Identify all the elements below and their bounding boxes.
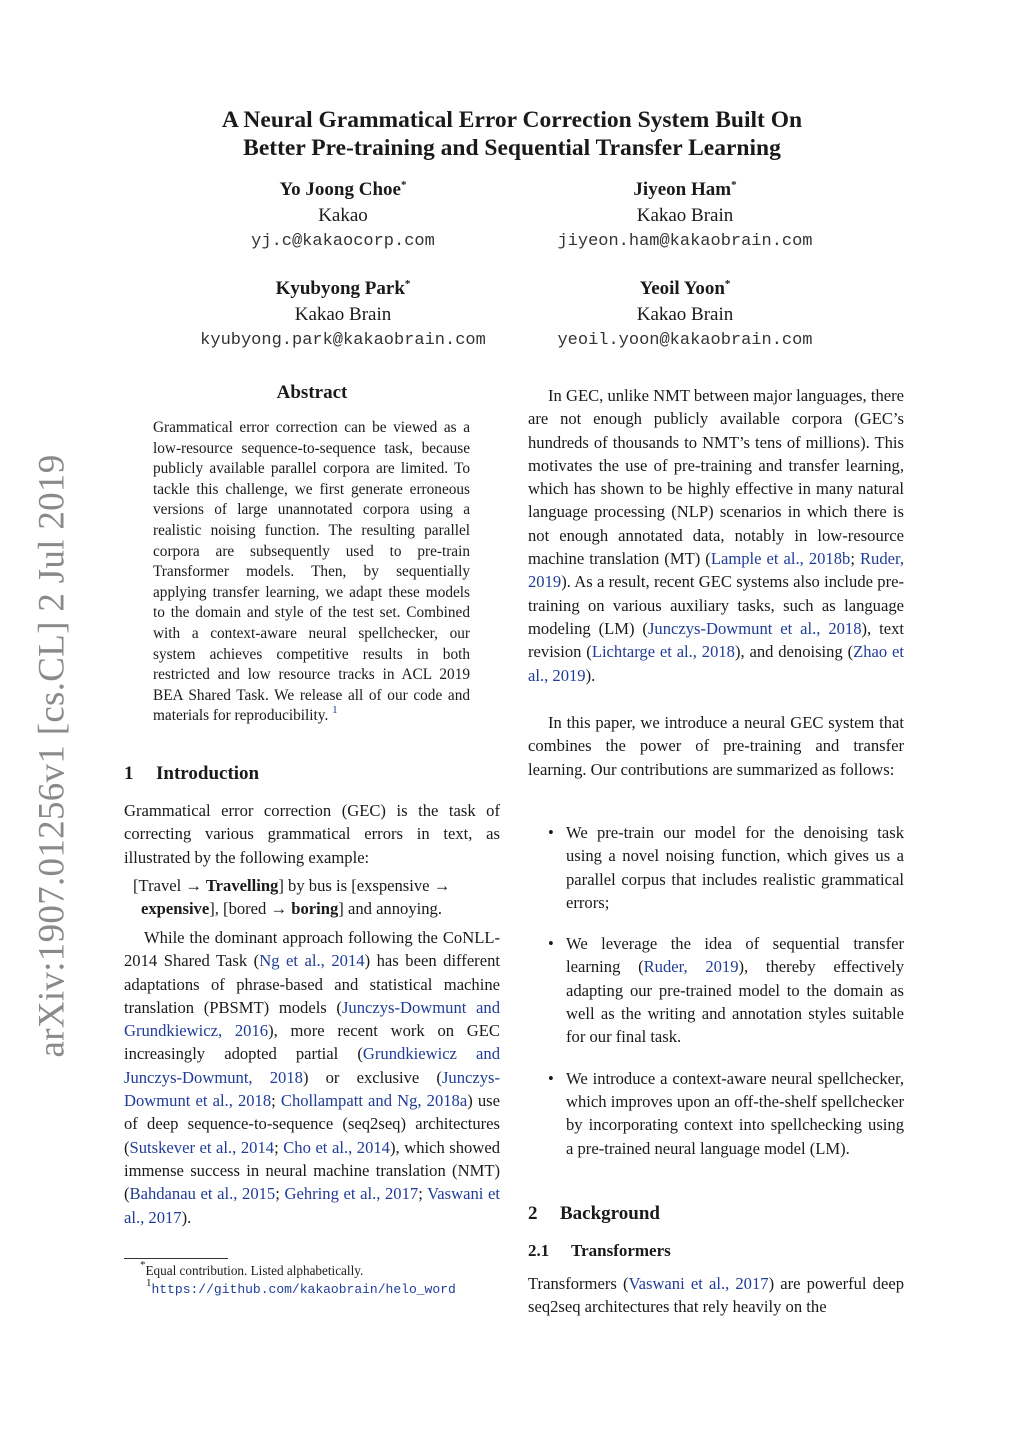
- citation-link[interactable]: Grundkiewicz and Junczys-Dowmunt, 2018: [124, 1044, 501, 1087]
- citation-link[interactable]: Sutskever et al., 2014: [129, 1137, 275, 1157]
- author-affiliation: Kakao Brain: [294, 304, 392, 325]
- section-heading-background: 2 Background: [528, 1203, 660, 1224]
- author-email[interactable]: yj.c@kakaocorp.com: [251, 232, 435, 251]
- list-item: • We leverage the idea of sequential transfer learning (Ruder, 2019), thereby effectively adapting our pre-trained model to the domain as well as the writing and annotation styles suitable for our final task.: [548, 934, 904, 1047]
- footnote-2: $^1$https://github.com/kakaobrain/helo_word: [146, 1277, 456, 1297]
- intro-paragraph-4: In this paper, we introduce a neural GEC system that combines the power of pre-training and transfer learning. Our contributions are summarized as follows:: [528, 713, 904, 779]
- citation-link[interactable]: Vaswani et al., 2017: [628, 1274, 769, 1293]
- repo-url-link[interactable]: https://github.com/kakaobrain/helo_word: [151, 1282, 456, 1297]
- intro-paragraph-1: Grammatical error correction (GEC) is the task of correcting various grammatical errors in text, as illustrated by the following example:: [124, 801, 500, 867]
- citation-link[interactable]: Lample et al., 2018b: [710, 549, 851, 569]
- author-email[interactable]: jiyeon.ham@kakaobrain.com: [557, 232, 813, 251]
- author-block: [178, 276, 508, 354]
- citation-link[interactable]: Cho et al., 2014: [283, 1137, 390, 1157]
- citation-link[interactable]: Bahdanau et al., 2015: [129, 1184, 276, 1204]
- footnotes: [124, 1259, 500, 1299]
- citation-link[interactable]: Gehring et al., 2017: [284, 1184, 419, 1204]
- intro-paragraph-2: While the dominant approach following the CoNLL-2014 Shared Task (Ng et al., 2014) has been different adaptations of phrase-based and statistical machine translation (PBSMT) models (Junczys-Dowmunt and Grundkiewicz, 2016), more recent work on GEC increasingly adopted partial (Grundkiewicz and Junczys-Dowmunt, 2018) or exclusive (Junczys-Dowmunt et al., 2018; Chollampatt and Ng, 2018a) use of deep sequence-to-sequence (seq2seq) architectures (Sutskever et al., 2014; Cho et al., 2014), which showed immense success in neural machine translation (NMT) (Bahdanau et al., 2015; Gehring et al., 2017; Vaswani et al., 2017).: [124, 928, 501, 1227]
- citation-link[interactable]: Vaswani et al., 2017: [124, 1184, 500, 1227]
- author-block: [520, 177, 850, 255]
- subsection-heading-transformers: 2.1 Transformers: [528, 1241, 671, 1260]
- title-line-1: A Neural Grammatical Error Correction System Built On: [221, 107, 803, 133]
- contributions-list: [528, 821, 904, 1178]
- author-affiliation: Kakao Brain: [636, 205, 734, 226]
- author-email[interactable]: yeoil.yoon@kakaobrain.com: [557, 331, 813, 350]
- bullet-icon: •: [548, 1068, 554, 1088]
- author-block: [178, 177, 508, 255]
- citation-link[interactable]: Ruder, 2019: [643, 957, 739, 977]
- author-affiliation: Kakao Brain: [636, 304, 734, 325]
- intro-paragraph-3: In GEC, unlike NMT between major languages, there are not enough publicly available corpora (GEC’s hundreds of thousands to NMT’s tens of millions). This motivates the use of pre-training and transfer learning, which has shown to be highly effective in many natural language processing (NLP) scenarios in which there is not enough annotated data, notably in low-resource machine translation (MT) (Lample et al., 2018b; Ruder, 2019). As a result, recent GEC systems also include pre-training on various auxiliary tasks, such as language modeling (LM) (Junczys-Dowmunt et al., 2018), text revision (Lichtarge et al., 2018), and denoising (Zhao et al., 2019).: [528, 386, 904, 685]
- citation-link[interactable]: Junczys-Dowmunt and Grundkiewicz, 2016: [124, 997, 501, 1041]
- citation-link[interactable]: Ruder, 2019: [528, 549, 904, 592]
- background-paragraph-1: Transformers (Vaswani et al., 2017) are powerful deep seq2seq architectures that rely heavily on the: [528, 1274, 905, 1317]
- author-email[interactable]: kyubyong.park@kakaobrain.com: [200, 331, 486, 350]
- citation-link[interactable]: Lichtarge et al., 2018: [591, 642, 735, 662]
- author-block: [520, 276, 850, 354]
- citation-link[interactable]: Junczys-Dowmunt et al., 2018: [647, 618, 862, 638]
- author-affiliation: Kakao: [318, 205, 368, 226]
- citation-link[interactable]: Zhao et al., 2019: [528, 642, 904, 685]
- bullet-icon: •: [548, 823, 554, 842]
- abstract-heading: Abstract: [276, 382, 348, 403]
- author-name: Jiyeon Ham*: [633, 179, 737, 200]
- footnote-ref[interactable]: 1: [332, 704, 338, 717]
- citation-link[interactable]: Chollampatt and Ng, 2018a: [280, 1091, 468, 1111]
- list-item: • We pre-train our model for the denoising task using a novel noising function, which gives us a parallel corpus that includes realistic grammatical errors;: [548, 823, 904, 912]
- author-name: Yeoil Yoon*: [639, 278, 731, 299]
- abstract-text: Grammatical error correction can be viewed as a low-resource sequence-to-sequence task, because publicly available parallel corpora are limited. To tackle this challenge, we first generate erroneous versions of large unannotated corpora using a realistic noising function. The resulting parallel corpora are subsequently used to pre-train Transformer models. Then, by sequentially applying transfer learning, we adapt these models to the domain and style of the test set. Combined with a context-aware neural spellchecker, our system achieves competitive results in both restricted and low resource tracks in ACL 2019 BEA Shared Task. We release all of our code and materials for reproducibility. $^1$: [153, 419, 470, 725]
- gec-example: [Travel → Travelling] by bus is [exspensive → expensive], [bored → boring] and annoying.: [133, 876, 451, 919]
- citation-link[interactable]: Ng et al., 2014: [259, 951, 365, 971]
- list-item: • We introduce a context-aware neural spellchecker, which improves upon an off-the-shelf spellchecker by incorporating context into spellchecking using a pre-trained neural language model (LM).: [548, 1068, 904, 1158]
- section-heading-introduction: 1 Introduction: [124, 763, 260, 784]
- citation-link[interactable]: Junczys-Dowmunt et al., 2018: [124, 1067, 501, 1111]
- arxiv-stamp: arXiv:1907.01256v1 [cs.CL] 2 Jul 2019: [31, 454, 73, 1058]
- author-name: Kyubyong Park*: [275, 278, 411, 299]
- author-name: Yo Joong Choe*: [279, 179, 407, 200]
- paper-title: [112, 106, 912, 162]
- title-line-2: Better Pre-training and Sequential Transfer Learning: [243, 135, 781, 161]
- bullet-icon: •: [548, 934, 554, 954]
- footnote-1: *Equal contribution. Listed alphabetically.: [140, 1259, 364, 1278]
